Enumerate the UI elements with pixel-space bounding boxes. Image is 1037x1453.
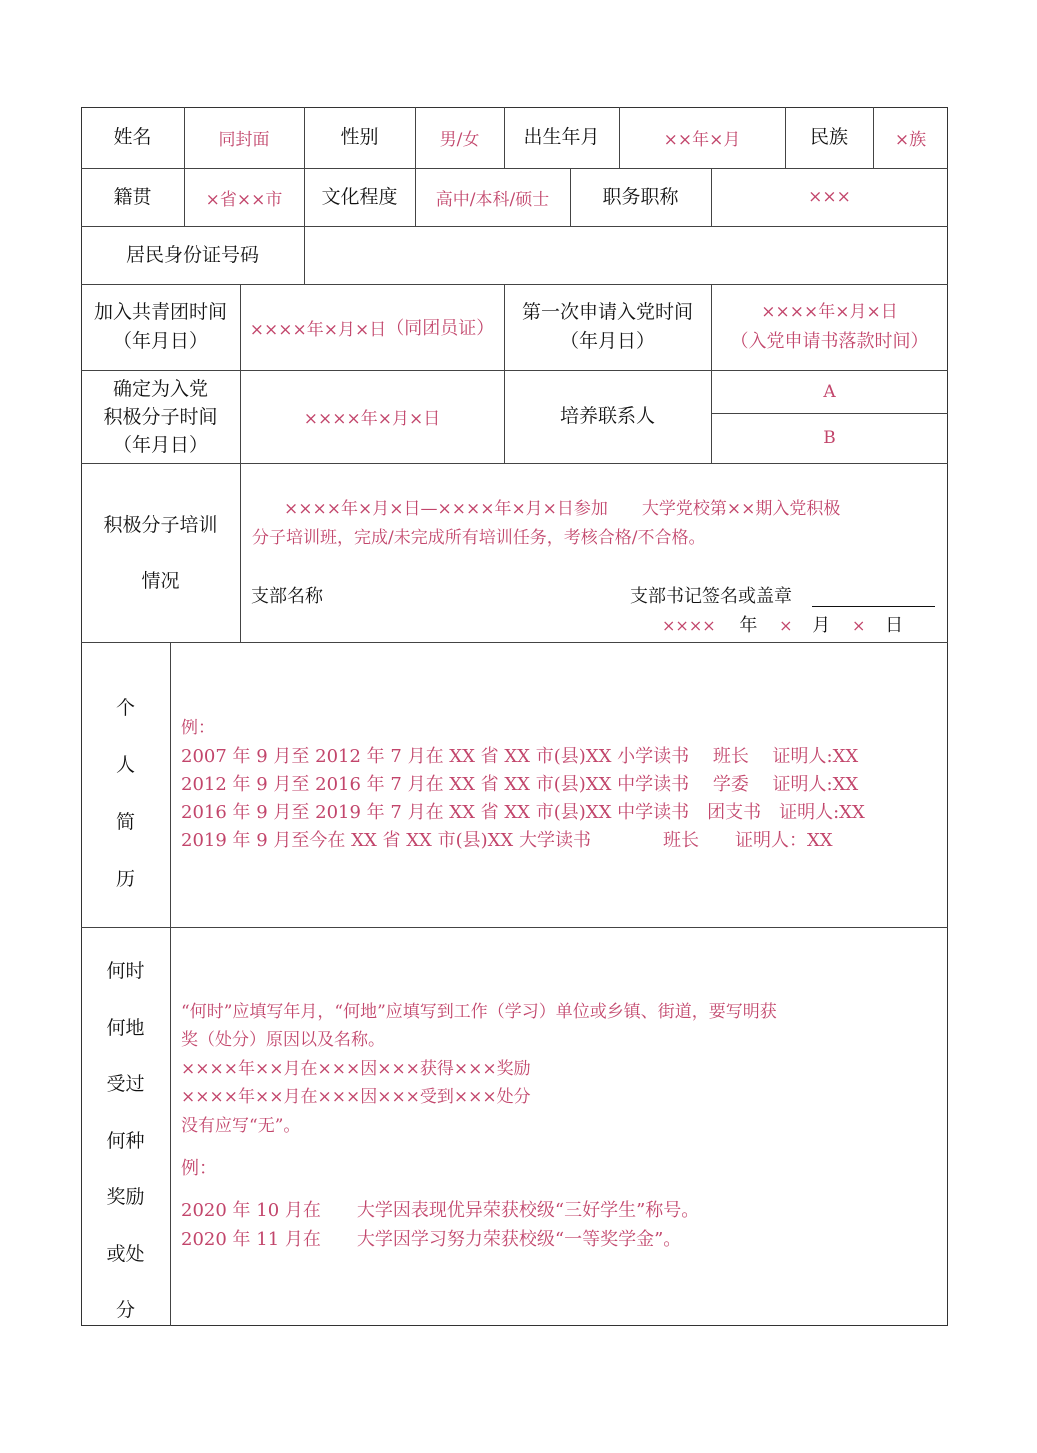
league-join-date: ××××年×月×日 — [249, 319, 387, 340]
resume-line: 2016 年 9 月至 2019 年 7 月在 XX 省 XX 市(县)XX 中学读书 团支书 证明人:XX — [181, 802, 865, 823]
native-place-label: 籍贯 — [113, 185, 152, 208]
awards-note-line: “何时”应填写年月，“何地”应填写到工作（学习）单位或乡镇、街道，要写明获 — [181, 1002, 777, 1022]
resume-label-char: 个 — [115, 697, 135, 719]
activist-date-label — [81, 370, 240, 463]
activist-date-label-line: （年月日） — [112, 433, 208, 456]
first-apply-date: ××××年×月×日 — [761, 302, 898, 322]
awards-label — [81, 943, 170, 1339]
resume-label-char: 历 — [115, 868, 135, 890]
education-value[interactable]: 高中/本科/硕士 — [435, 189, 550, 210]
job-title-label: 职务职称 — [602, 185, 679, 208]
signature-line[interactable] — [812, 606, 935, 607]
ethnic-value[interactable]: ×族 — [894, 130, 927, 150]
resume-line: 2019 年 9 月至今在 XX 省 XX 市(县)XX 大学读书 班长 证明人：XX — [181, 830, 833, 851]
training-label-line: 积极分子培训 — [103, 513, 218, 536]
name-label: 姓名 — [113, 126, 152, 148]
birth-value[interactable]: ××年×月 — [663, 130, 741, 150]
resume-line: 2012 年 9 月至 2016 年 7 月在 XX 省 XX 市(县)XX 中学读书 学委 证明人:XX — [181, 774, 859, 795]
resume-label-char: 人 — [115, 754, 135, 776]
sign-date-year-label: 年 — [739, 615, 758, 636]
awards-label-line: 何地 — [106, 1016, 145, 1039]
contact-person-label: 培养联系人 — [559, 405, 655, 427]
sign-date-day-label: 日 — [885, 615, 904, 636]
awards-label-line: 奖励 — [106, 1186, 145, 1208]
activist-date-label-line: 确定为入党 — [112, 377, 208, 400]
first-apply-label-line: 第一次申请入党时间 — [521, 301, 693, 323]
awards-label-line: 受过 — [106, 1073, 145, 1095]
birth-label: 出生年月 — [523, 126, 600, 148]
league-join-value[interactable] — [240, 284, 504, 370]
resume-example-label: 例： — [181, 718, 215, 738]
resume-line: 2007 年 9 月至 2012 年 7 月在 XX 省 XX 市(县)XX 小学读书 班长 证明人:XX — [181, 746, 859, 767]
secretary-sign-label: 支部书记签名或盖章 — [630, 586, 792, 607]
sign-date[interactable] — [662, 612, 903, 640]
awards-label-line: 分 — [115, 1299, 135, 1321]
branch-name-label: 支部名称 — [251, 586, 323, 607]
first-apply-label — [504, 284, 711, 370]
row-divider — [81, 642, 948, 643]
gender-value[interactable]: 男/女 — [439, 130, 480, 150]
awards-note-line: ××××年××月在×××因×××受到×××处分 — [181, 1087, 531, 1107]
first-apply-note: （入党申请书落款时间） — [730, 331, 929, 352]
col-divider — [170, 642, 171, 1326]
training-label-line: 情况 — [141, 569, 180, 592]
awards-label-line: 何时 — [106, 960, 145, 982]
activist-date-value[interactable]: ××××年×月×日 — [303, 409, 441, 429]
resume-label-char: 简 — [115, 811, 135, 833]
education-label: 文化程度 — [321, 185, 398, 208]
id-number-label: 居民身份证号码 — [125, 243, 259, 266]
awards-example-line: 2020 年 11 月在 大学因学习努力荣获校级“一等奖学金”。 — [181, 1229, 682, 1250]
training-label — [81, 463, 240, 642]
first-apply-label-line: （年月日） — [559, 330, 655, 352]
ethnic-label: 民族 — [809, 126, 848, 148]
resume-label — [81, 680, 170, 908]
training-text-line: ××××年×月×日—××××年×月×日参加 大学党校第××期入党积极 — [284, 499, 841, 519]
native-place-value[interactable]: ×省××市 — [205, 189, 283, 210]
awards-note-line: ××××年××月在×××因×××获得×××奖励 — [181, 1059, 531, 1079]
awards-note-line: 没有应写“无”。 — [181, 1116, 301, 1136]
awards-label-line: 何种 — [106, 1129, 145, 1152]
sign-date-month-label: 月 — [812, 615, 831, 636]
contact-person-a[interactable]: A — [823, 381, 836, 402]
name-value[interactable]: 同封面 — [218, 130, 270, 150]
contact-person-b[interactable]: B — [823, 428, 836, 448]
training-text-line: 分子培训班，完成/未完成所有培训任务，考核合格/不合格。 — [252, 528, 706, 548]
id-number-value[interactable] — [304, 226, 948, 284]
first-apply-value[interactable] — [711, 284, 948, 370]
awards-note-line: 奖（处分）原因以及名称。 — [181, 1030, 385, 1050]
awards-label-line: 或处 — [106, 1242, 145, 1265]
gender-label: 性别 — [340, 126, 379, 148]
league-join-label-line: （年月日） — [112, 330, 208, 352]
job-title-value[interactable]: ××× — [808, 187, 851, 207]
sign-date-month-value: × — [779, 616, 793, 635]
sign-date-year-value: ×××× — [662, 616, 716, 635]
activist-date-label-line: 积极分子时间 — [103, 405, 218, 428]
awards-example-line: 2020 年 10 月在 大学因表现优异荣获校级“三好学生”称号。 — [181, 1200, 700, 1221]
row-divider — [81, 927, 948, 928]
awards-example-label: 例： — [181, 1158, 217, 1179]
league-join-label — [81, 284, 240, 370]
sign-date-day-value: × — [851, 616, 866, 635]
league-join-label-line: 加入共青团时间 — [93, 301, 227, 323]
league-join-note: （同团员证） — [386, 318, 495, 339]
